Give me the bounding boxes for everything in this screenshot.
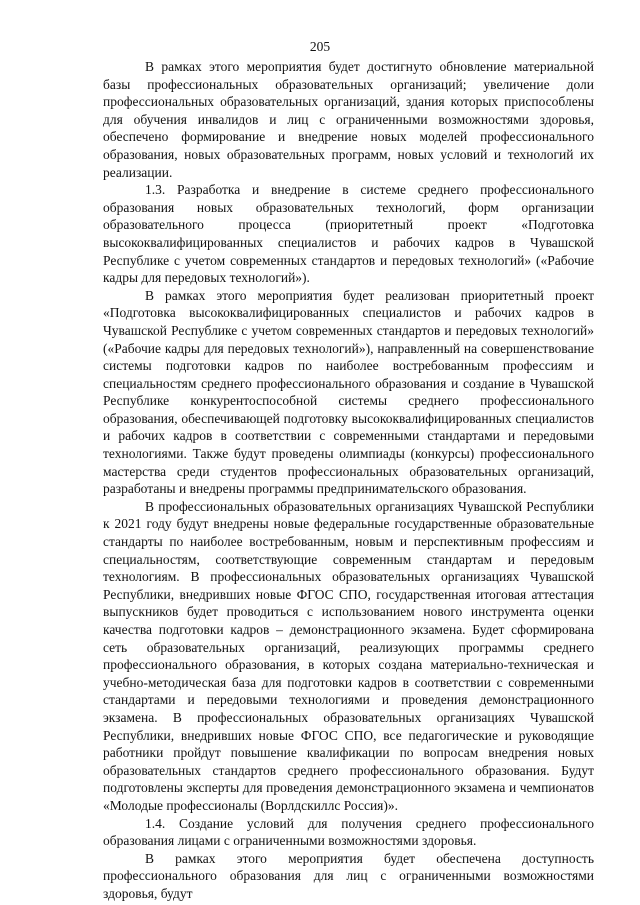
paragraph-4: В профессиональных образовательных организациях Чувашской Республики к 2021 году будут внедрены новые федеральные государственные образовательные стандарты по наиболее востребованным, новым и перспективным профессиям и специальностям, соответствующие современным стандартам и передовым технологиям. В профессиональных образовательных организациях Чувашской Республики, внедривших новые ФГОС СПО, государственная итоговая аттестация выпускников будет проводиться с использованием нового инструмента оценки качества подготовки кадров – демонстрационного экзамена. Будет сформирована сеть образовательных организаций, реализующих программы среднего профессионального образования, в которых создана материально-техническая и учебно-методическая база для подготовки кадров в соответствии с современными стандартами и передовыми технологиями и проведения демонстрационного экзамена. В профессиональных образовательных организациях Чувашской Республики, внедривших новые ФГОС СПО, все педагогические и руководящие работники пройдут повышение квалификации по вопросам внедрения новых образовательных стандартов среднего профессионального образования. Будут подготовлены эксперты для проведения демонстрационного экзамена и чемпионатов «Молодые профессионалы (Ворлдскиллс Россия)». [103,498,594,813]
paragraph-1: В рамках этого мероприятия будет достигнуто обновление материальной базы профессиональных образовательных организаций; увеличение доли профессиональных образовательных организаций, здания которых приспособлены для обучения инвалидов и лиц с ограниченными возможностями здоровья, обеспечено формирование и внедрение новых моделей профессионального образования, новых образовательных программ, новых условий и технологий их реализации. [103,59,594,180]
body-text [103,58,594,903]
paragraph-6: В рамках этого мероприятия будет обеспечена доступность профессионального образования для лиц с ограниченными возможностями здоровья, будут [103,850,594,901]
page-number: 205 [309,39,331,54]
paragraph-3: В рамках этого мероприятия будет реализован приоритетный проект «Подготовка высококвалифицированных специалистов и рабочих кадров в Чувашской Республике с учетом современных стандартов и передовых технологий» («Рабочие кадры для передовых технологий»), направленный на совершенствование системы подготовки кадров по наиболее востребованным профессиям и специальностям среднего профессионального образования и создание в Чувашской Республике конкурентоспособной системы среднего профессионального образования, обеспечивающей подготовку высококвалифицированных специалистов и рабочих кадров в соответствии с современными стандартами и передовыми технологиями. Также будут проведены олимпиады (конкурсы) профессионального мастерства среди студентов профессиональных образовательных организаций, разработаны и внедрены программы предпринимательского образования. [103,287,594,497]
paragraph-2: 1.3. Разработка и внедрение в системе среднего профессионального образования новых образовательных технологий, форм организации образовательного процесса (приоритетный проект «Подготовка высококвалифицированных специалистов и рабочих кадров в Чувашской Республике с учетом современных стандартов и передовых технологий» («Рабочие кадры для передовых технологий»). [103,182,594,286]
paragraph-5: 1.4. Создание условий для получения среднего профессионального образования лицами с ограниченными возможностями здоровья. [103,815,594,849]
